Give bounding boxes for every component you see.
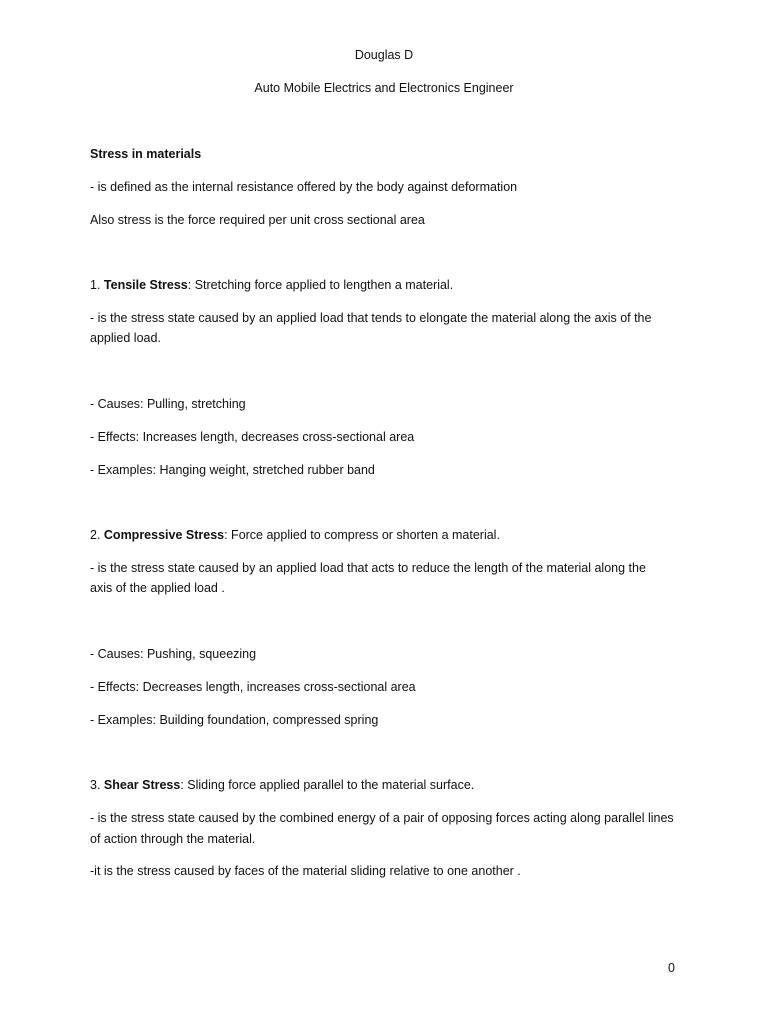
compressive-examples: - Examples: Building foundation, compressed spring <box>90 713 379 727</box>
shear-number: 3. <box>90 778 104 792</box>
shear-desc-line2: of action through the material. <box>90 832 256 846</box>
author-name: Douglas D <box>354 48 414 62</box>
shear-heading <box>90 775 474 795</box>
compressive-desc-line2: axis of the applied load . <box>90 581 225 595</box>
compressive-number: 2. <box>90 528 104 542</box>
tensile-desc-line1: - is the stress state caused by an applied load that tends to elongate the material along the axis of the <box>90 311 652 325</box>
shear-desc-extra: -it is the stress caused by faces of the material sliding relative to one another . <box>90 864 521 878</box>
tensile-summary: : Stretching force applied to lengthen a material. <box>187 278 454 292</box>
tensile-effects: - Effects: Increases length, decreases cross-sectional area <box>90 430 415 444</box>
shear-title: Shear Stress <box>103 778 181 792</box>
compressive-title: Compressive Stress <box>103 528 225 542</box>
tensile-causes: - Causes: Pulling, stretching <box>90 397 246 411</box>
tensile-heading <box>90 275 453 295</box>
page-number: 0 <box>668 961 675 975</box>
section-heading <box>90 144 201 164</box>
tensile-examples: - Examples: Hanging weight, stretched rubber band <box>90 463 375 477</box>
tensile-desc-line2: applied load. <box>90 331 161 345</box>
compressive-heading <box>90 525 500 545</box>
compressive-effects: - Effects: Decreases length, increases cross-sectional area <box>90 680 416 694</box>
compressive-desc-line1: - is the stress state caused by an applied load that acts to reduce the length of the material along the <box>90 561 646 575</box>
compressive-summary: : Force applied to compress or shorten a material. <box>224 528 500 542</box>
shear-summary: : Sliding force applied parallel to the material surface. <box>180 778 475 792</box>
tensile-number: 1. <box>90 278 104 292</box>
stress-definition: - is defined as the internal resistance offered by the body against deformation <box>90 180 518 194</box>
shear-desc-line1: - is the stress state caused by the combined energy of a pair of opposing forces acting along parallel lines <box>90 811 674 825</box>
stress-definition-alt: Also stress is the force required per unit cross sectional area <box>90 213 425 227</box>
compressive-causes: - Causes: Pushing, squeezing <box>90 647 257 661</box>
author-role: Auto Mobile Electrics and Electronics Engineer <box>254 81 514 95</box>
section-heading-text: Stress in materials <box>90 147 202 161</box>
tensile-title: Tensile Stress <box>103 278 188 292</box>
